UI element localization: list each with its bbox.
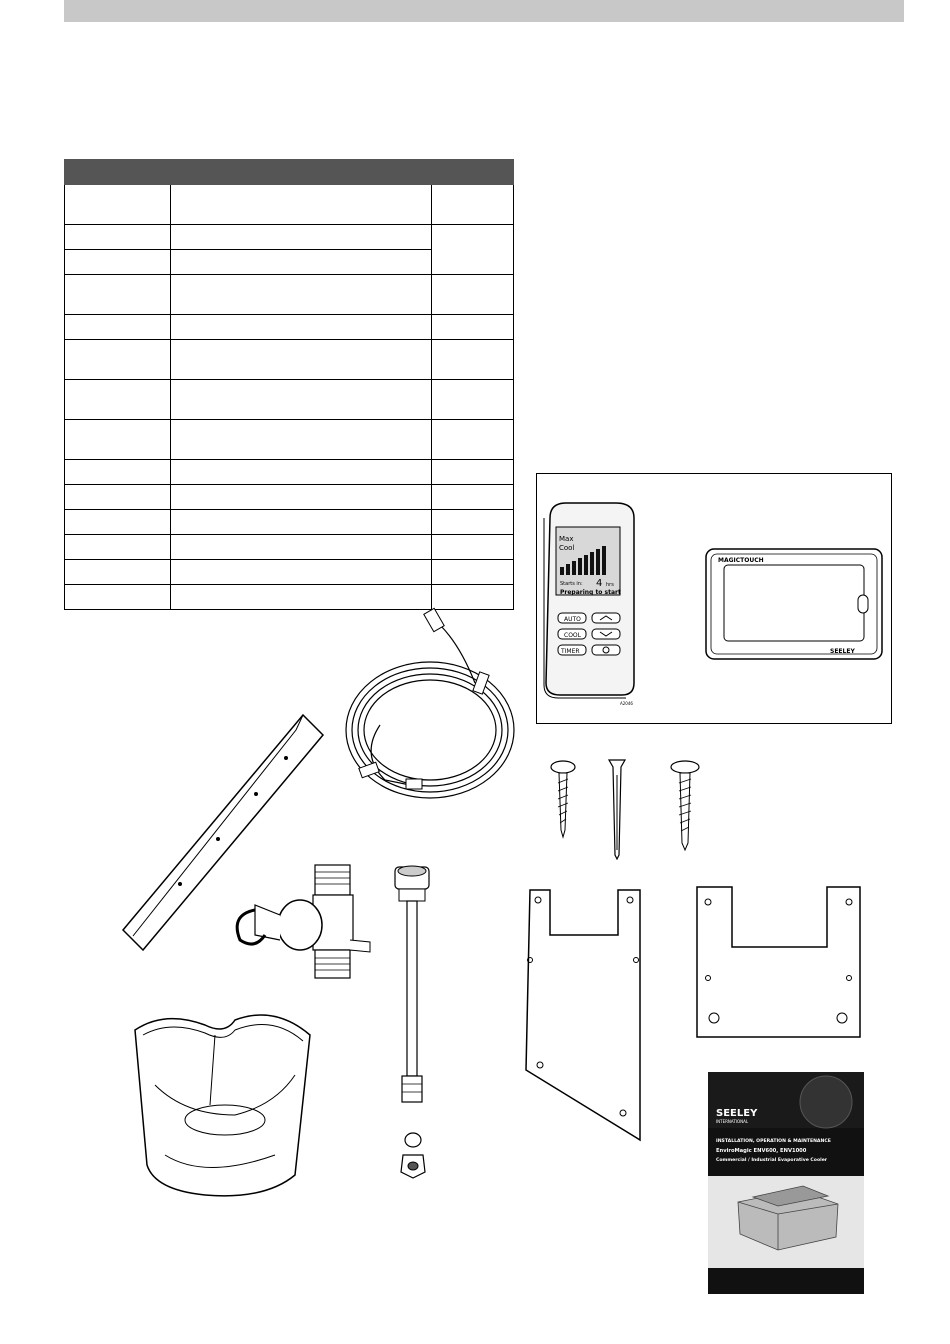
nut-and-olive-illustration [398,1130,428,1185]
table-cell [65,275,171,315]
table-row [65,225,514,250]
cool-button-label: COOL [564,632,581,639]
table-row [65,185,514,225]
table-cell [65,485,171,510]
table-cell [171,225,432,250]
table-row [65,560,514,585]
table-cell [171,560,432,585]
table-row [65,535,514,560]
starts-in-value: 4 [596,578,603,589]
cable-plug [424,608,444,631]
table-cell [65,460,171,485]
parts-table-header [65,160,514,185]
table-cell [432,225,514,275]
table-cell [65,315,171,340]
table-cell [65,585,171,610]
table-cell [432,380,514,420]
table-cell [432,275,514,315]
starts-in-unit: hrs [606,582,614,588]
braided-hose-illustration [385,862,440,1112]
cable-tie [473,672,489,694]
manual-logo: SEELEY [716,1108,758,1119]
table-row [65,420,514,460]
solenoid-valve-illustration [225,860,375,985]
remote-control [544,503,634,706]
screw [551,761,575,837]
table-cell [171,250,432,275]
table-row [65,460,514,485]
table-cell [171,340,432,380]
mounting-bracket-large-illustration [518,885,653,1145]
header-cell [432,160,514,185]
wall-control-logo: SEELEY [830,648,855,655]
table-cell [65,225,171,250]
wall-control-knob[interactable] [858,595,868,613]
table-cell [171,315,432,340]
manual-model-line: EnviroMagic ENV600, ENV1000 [716,1148,807,1154]
parts-table [64,159,514,610]
table-cell [432,535,514,560]
wall-control-brand: MAGICTOUCH [718,557,764,564]
controllers-illustration [536,473,892,724]
wall-control-screen[interactable] [724,565,864,641]
manual-heading: INSTALLATION, OPERATION & MAINTENANCE [716,1139,831,1144]
table-cell [171,460,432,485]
lcd-line2: Cool [559,544,575,552]
starts-in-label: Starts in: [560,581,583,587]
table-row [65,315,514,340]
table-cell [65,560,171,585]
table-cell [65,250,171,275]
table-row [65,485,514,510]
table-cell [171,420,432,460]
header-cell [171,160,432,185]
table-cell [171,510,432,535]
table-cell [65,185,171,225]
screws-illustration [545,755,710,860]
header-bar [64,0,904,22]
wall-control [706,549,882,659]
table-cell [432,560,514,585]
cable-plug [406,779,422,789]
timer-button-label: TIMER [561,648,580,655]
table-cell [432,485,514,510]
table-cell [432,185,514,225]
table-cell [432,340,514,380]
table-cell [171,485,432,510]
table-cell [171,535,432,560]
table-cell [432,315,514,340]
table-row [65,510,514,535]
table-cell [65,535,171,560]
mounting-bracket-small-illustration [692,882,864,1042]
figure-tag: A2046 [620,701,633,706]
table-cell [65,340,171,380]
status-text: Preparing to start [560,589,621,596]
header-cell [65,160,171,185]
table-cell [432,510,514,535]
table-row [65,380,514,420]
table-cell [432,420,514,460]
manual-logo-sub: INTERNATIONAL [716,1119,749,1124]
data-cable-illustration [340,605,530,820]
auto-button-label: AUTO [564,616,581,623]
table-cell [432,460,514,485]
table-cell [65,510,171,535]
manual-booklet-illustration [708,1072,864,1294]
up-button[interactable] [592,613,620,623]
down-button[interactable] [592,629,620,639]
table-cell [171,380,432,420]
wall-plug [609,760,625,859]
table-cell [171,275,432,315]
table-cell [65,380,171,420]
screw [671,761,699,850]
lcd-line1: Max [559,535,574,543]
table-row [65,275,514,315]
table-cell [171,185,432,225]
manual-subtitle: Commercial / Industrial Evaporative Cooler [716,1158,828,1163]
drain-tray-illustration [125,1005,325,1205]
table-cell [65,420,171,460]
table-row [65,340,514,380]
